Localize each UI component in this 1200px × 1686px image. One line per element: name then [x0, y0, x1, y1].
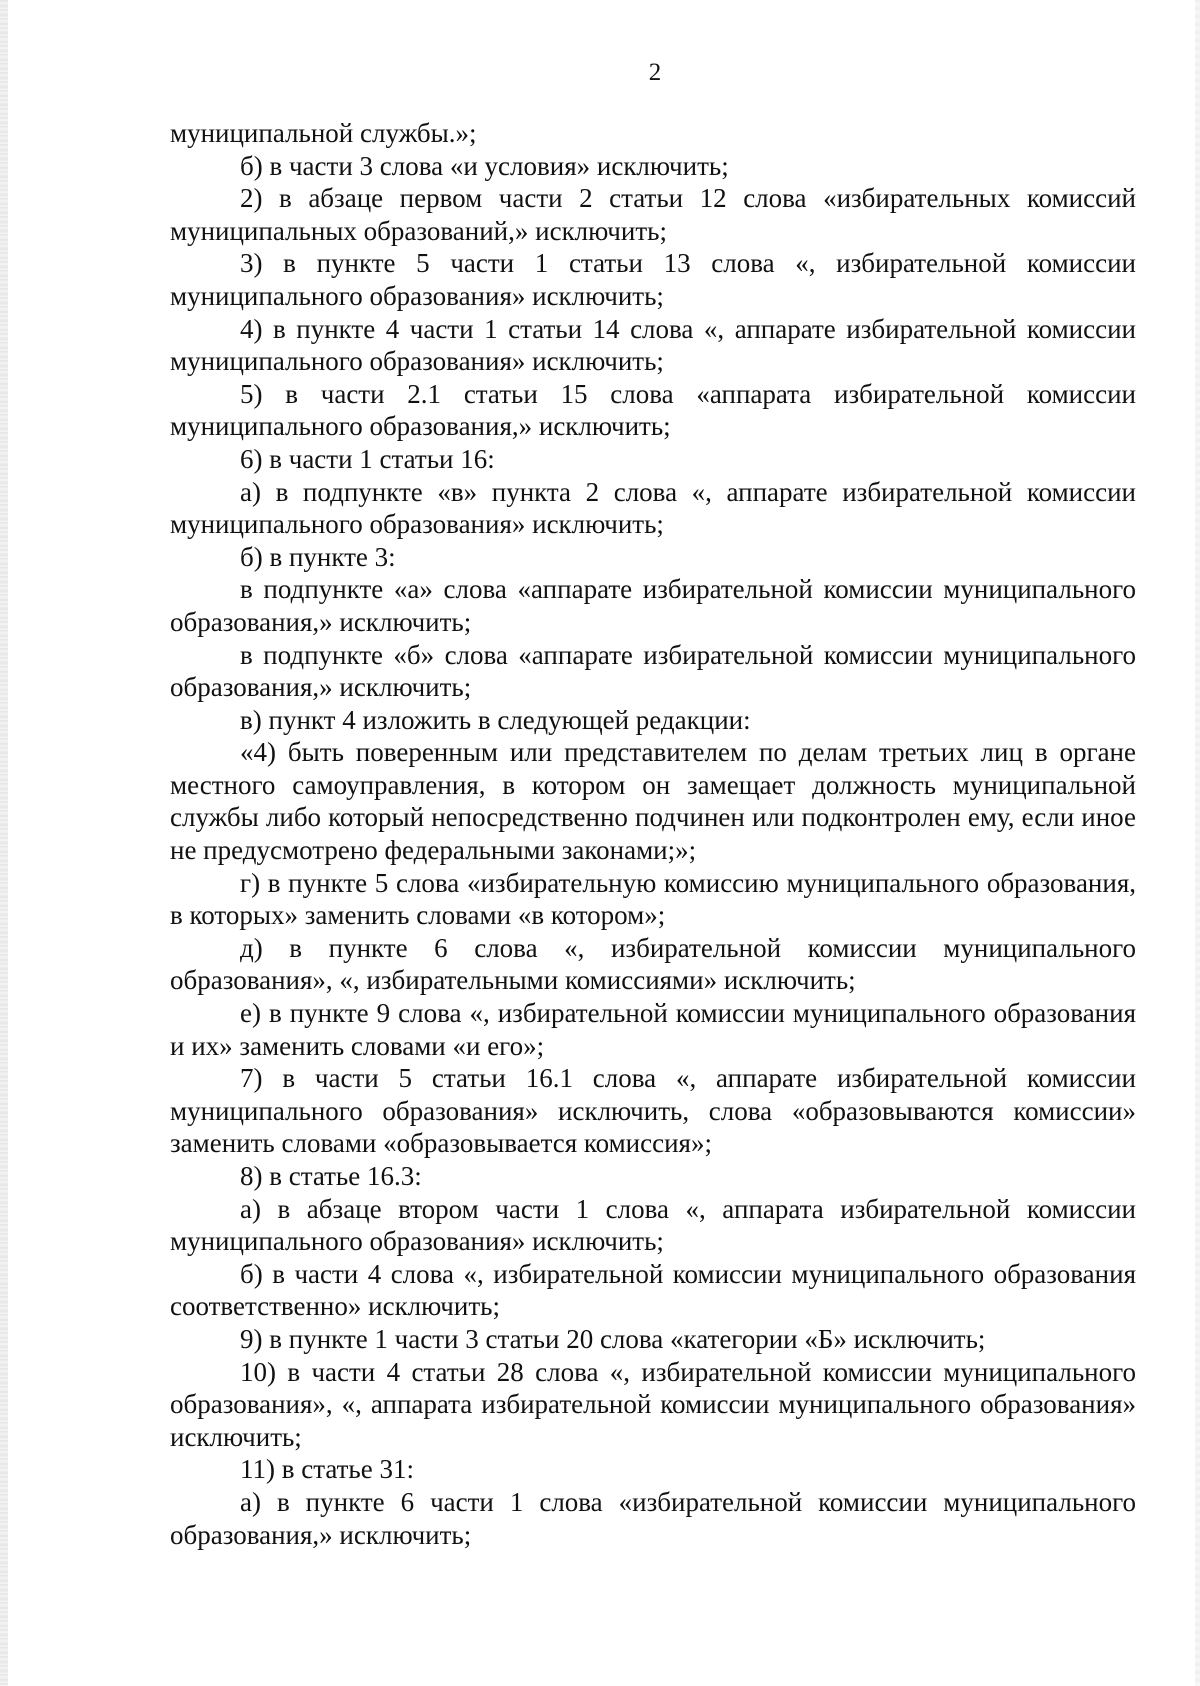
paragraph: в) пункт 4 изложить в следующей редакции: — [240, 704, 751, 735]
document-body — [170, 117, 1136, 1551]
paragraph: а) в абзаце втором части 1 слова «, аппарата избирательной комиссии муниципального образования» исключить; — [170, 1193, 1136, 1257]
page-number: 2 — [648, 59, 662, 86]
paragraph: д) в пункте 6 слова «, избирательной комиссии муниципального образования», «, избирательными комиссиями» исключить; — [170, 932, 1136, 996]
paragraph: 10) в части 4 статьи 28 слова «, избирательной комиссии муниципального образования», «, аппарата избирательной комиссии муниципального образования» исключить; — [170, 1356, 1136, 1452]
paragraph: 5) в части 2.1 статьи 15 слова «аппарата избирательной комиссии муниципального образования,» исключить; — [170, 378, 1136, 442]
paragraph: 4) в пункте 4 части 1 статьи 14 слова «, аппарате избирательной комиссии муниципального образования» исключить; — [170, 313, 1136, 377]
paragraph: 7) в части 5 статьи 16.1 слова «, аппарате избирательной комиссии муниципального образования» исключить, слова «образовываются комиссии» заменить словами «образовывается комиссия»; — [170, 1063, 1136, 1159]
scan-edge-right — [1195, 0, 1200, 1686]
paragraph: а) в пункте 6 части 1 слова «избирательной комиссии муниципального образования,» исключить; — [170, 1486, 1136, 1550]
paragraph: а) в подпункте «в» пункта 2 слова «, аппарате избирательной комиссии муниципального образования» исключить; — [170, 476, 1136, 540]
paragraph: б) в части 3 слова «и условия» исключить; — [240, 150, 729, 181]
paragraph: в подпункте «а» слова «аппарате избирательной комиссии муниципального образования,» исключить; — [170, 574, 1136, 637]
paragraph: 3) в пункте 5 части 1 статьи 13 слова «, избирательной комиссии муниципального образования» исключить; — [170, 248, 1136, 311]
paragraph: 6) в части 1 статьи 16: — [240, 443, 495, 474]
paragraph: «4) быть поверенным или представителем по делам третьих лиц в органе местного самоуправления, в котором он замещает должность муниципальной службы либо который непосредственно подчинен или подконтролен ему, если иное не предусмотрено федеральными законами;»; — [170, 737, 1136, 866]
paragraph: 9) в пункте 1 части 3 статьи 20 слова «категории «Б» исключить; — [240, 1323, 986, 1354]
paragraph: б) в части 4 слова «, избирательной комиссии муниципального образования соответственно» исключить; — [170, 1258, 1136, 1322]
paragraph: б) в пункте 3: — [240, 541, 396, 572]
scan-edge-left — [0, 0, 8, 1686]
paragraph: муниципальной службы.»; — [170, 118, 477, 148]
paragraph: 8) в статье 16.3: — [240, 1161, 422, 1191]
paragraph: 11) в статье 31: — [240, 1454, 414, 1485]
paragraph: 2) в абзаце первом части 2 статьи 12 слова «избирательных комиссий муниципальных образований,» исключить; — [170, 183, 1136, 246]
paragraph: е) в пункте 9 слова «, избирательной комиссии муниципального образования и их» заменить словами «и его»; — [170, 998, 1136, 1061]
paragraph: г) в пункте 5 слова «избирательную комиссию муниципального образования, в которых» заменить словами «в котором»; — [170, 867, 1136, 931]
paragraph: в подпункте «б» слова «аппарате избирательной комиссии муниципального образования,» исключить; — [170, 639, 1136, 703]
